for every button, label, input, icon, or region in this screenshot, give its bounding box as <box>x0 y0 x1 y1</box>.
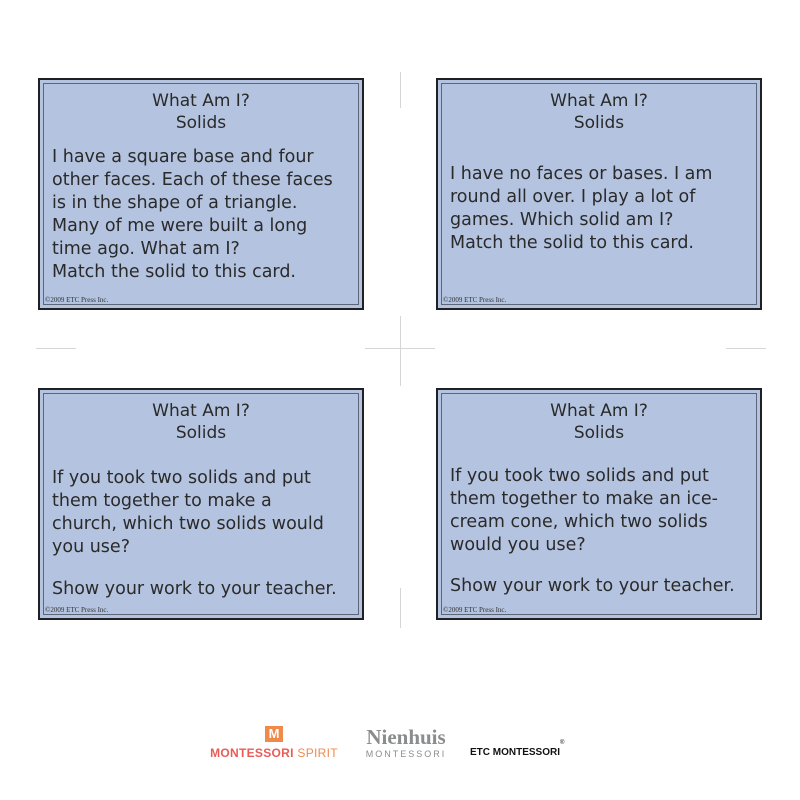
card-paragraph: I have a square base and four other faces. Each of these faces is in the shape of a triangle. Many of me were built a long time ago. What am I? Match the solid to this card. <box>52 147 333 282</box>
cut-line-left-horizontal <box>36 348 76 349</box>
montessori-spirit-text: MONTESSORI <box>210 746 294 760</box>
nienhuis-sub: MONTESSORI <box>365 749 447 759</box>
card-heading: What Am I? <box>550 91 648 111</box>
nienhuis-name: Nienhuis <box>366 725 446 749</box>
card-heading: What Am I? <box>550 401 648 421</box>
card-ice-cream-riddle <box>436 388 762 620</box>
cut-line-center-vertical <box>400 316 401 386</box>
cut-line-center-horizontal <box>365 348 435 349</box>
card-body <box>52 467 354 601</box>
cut-line-right-horizontal <box>726 348 766 349</box>
card-title <box>438 90 760 134</box>
card-pyramid-riddle <box>38 78 364 310</box>
etc-montessori-logo <box>470 740 590 756</box>
card-instruction: Show your work to your teacher. <box>450 576 735 596</box>
card-body <box>450 163 752 255</box>
card-body <box>450 465 752 598</box>
card-heading: What Am I? <box>152 91 250 111</box>
card-body <box>52 146 354 284</box>
card-heading: What Am I? <box>152 401 250 421</box>
montessori-spirit-mark-icon: M <box>265 726 283 742</box>
card-title <box>40 90 362 134</box>
card-title <box>40 400 362 444</box>
card-paragraph: I have no faces or bases. I am round all over. I play a lot of games. Which solid am I? Match the solid to this card. <box>450 164 713 253</box>
card-subheading: Solids <box>573 113 625 133</box>
card-paragraph: If you took two solids and put them together to make a church, which two solids would you use? <box>52 468 324 557</box>
nienhuis-logo <box>362 726 450 766</box>
card-copyright: ©2009 ETC Press Inc. <box>45 296 109 304</box>
card-subheading: Solids <box>573 423 625 443</box>
cut-line-top-vertical <box>400 72 401 108</box>
montessori-spirit-logo <box>206 726 342 766</box>
card-church-riddle <box>38 388 364 620</box>
card-copyright: ©2009 ETC Press Inc. <box>443 606 507 614</box>
etc-montessori-text: ETC MONTESSORI <box>470 747 561 758</box>
cut-line-bottom-vertical <box>400 588 401 628</box>
card-subheading: Solids <box>175 113 227 133</box>
card-copyright: ©2009 ETC Press Inc. <box>45 606 109 614</box>
montessori-spirit-wordmark <box>206 746 342 760</box>
card-instruction: Show your work to your teacher. <box>52 579 337 599</box>
card-subheading: Solids <box>175 423 227 443</box>
card-paragraph: If you took two solids and put them together to make an ice- cream cone, which two solids would you use? <box>450 466 718 555</box>
card-copyright: ©2009 ETC Press Inc. <box>443 296 507 304</box>
registered-mark-icon: ® <box>560 740 565 746</box>
card-title <box>438 400 760 444</box>
card-sphere-riddle <box>436 78 762 310</box>
spirit-text: SPIRIT <box>297 746 338 760</box>
